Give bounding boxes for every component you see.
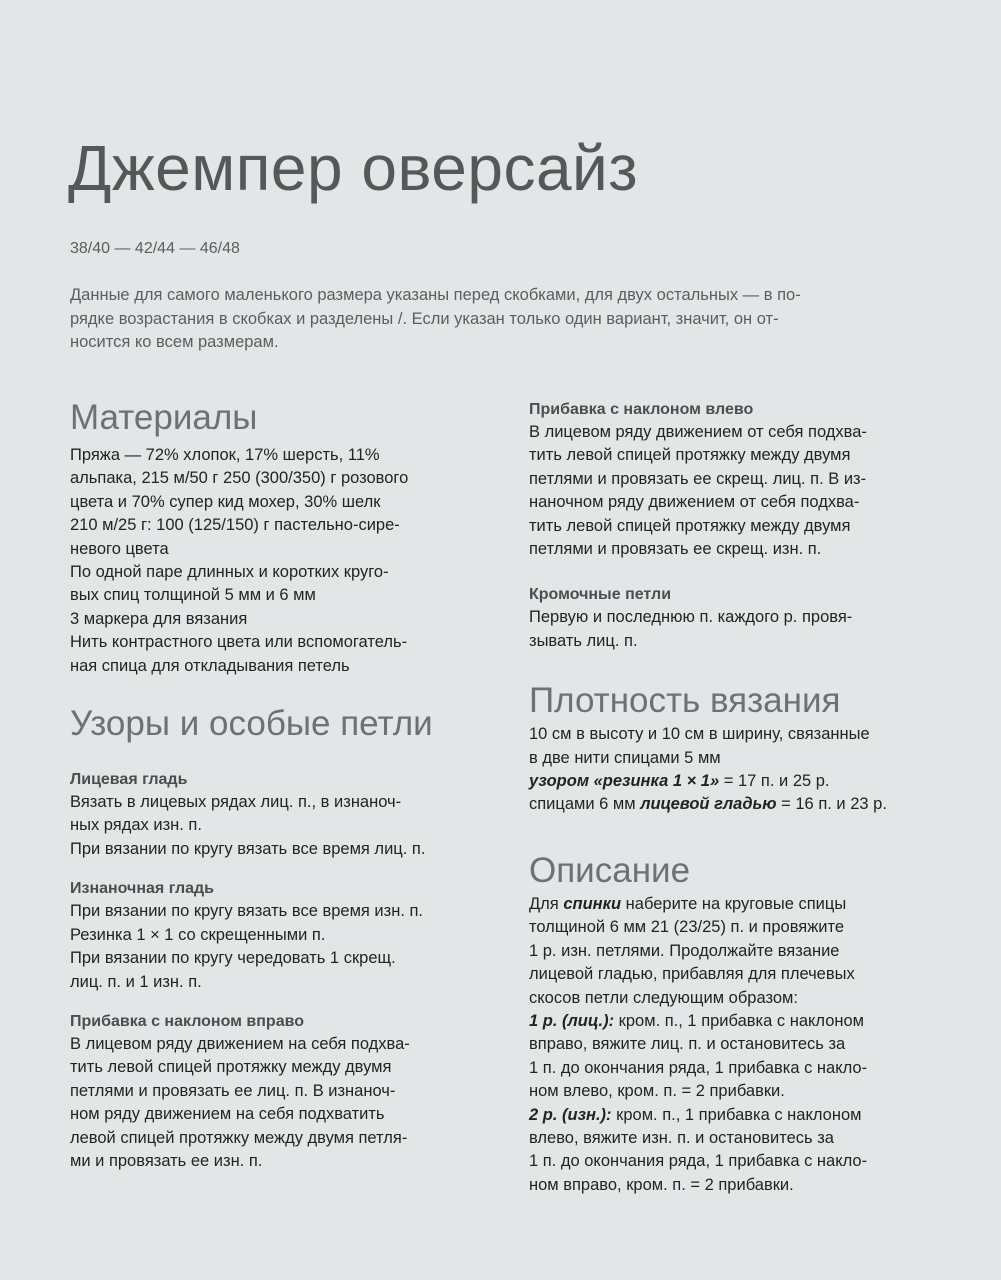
materials-line: ная спица для откладывания петель bbox=[70, 656, 350, 675]
stockinette-title: Лицевая гладь bbox=[70, 771, 188, 789]
materials-line: цвета и 70% супер кид мохер, 30% шелк bbox=[70, 492, 381, 511]
text-line: В лицевом ряду движением от себя подхва- bbox=[529, 423, 867, 441]
materials-line: вых спиц толщиной 5 мм и 6 мм bbox=[70, 586, 316, 605]
inc-left-title: Прибавка с наклоном влево bbox=[529, 401, 754, 418]
text-line bbox=[529, 1104, 949, 1127]
text-line: скосов петли следующим образом: bbox=[529, 988, 798, 1007]
text-line: левой спицей протяжку между двумя петля- bbox=[70, 1128, 408, 1147]
materials-line: 3 маркера для вязания bbox=[70, 609, 248, 628]
row1-label: 1 р. (лиц.): bbox=[529, 1011, 615, 1030]
inc-right-text bbox=[70, 1033, 500, 1173]
text-line: тить левой спицей протяжку между двумя bbox=[529, 516, 851, 535]
edge-text bbox=[529, 606, 949, 653]
materials-heading: Материалы bbox=[70, 398, 258, 437]
text-line: При вязании по кругу чередовать 1 скрещ. bbox=[70, 949, 396, 968]
text-line: ном ряду движением на себя подхватить bbox=[70, 1105, 385, 1124]
text-line: вправо, вяжите лиц. п. и остановитесь за bbox=[529, 1035, 846, 1054]
page-title: Джемпер оверсайз bbox=[68, 132, 639, 204]
text-fragment: наберите на круговые спицы bbox=[621, 894, 847, 913]
text-fragment: кром. п., 1 прибавка с наклоном bbox=[611, 1105, 862, 1124]
materials-line: Нить контрастного цвета или вспомогатель- bbox=[70, 633, 408, 652]
text-line: петлями и провязать ее скрещ. лиц. п. В из- bbox=[529, 469, 867, 488]
intro-line: носится ко всем размерам. bbox=[70, 333, 279, 351]
materials-line: невого цвета bbox=[70, 539, 169, 558]
text-line: В лицевом ряду движением на себя подхва- bbox=[70, 1034, 410, 1053]
materials-line: Пряжа — 72% хлопок, 17% шерсть, 11% bbox=[70, 446, 380, 464]
text-line: зывать лиц. п. bbox=[529, 631, 638, 650]
text-fragment: кром. п., 1 прибавка с наклоном bbox=[614, 1011, 865, 1030]
stockinette-label: лицевой гладью bbox=[640, 795, 777, 814]
text-line bbox=[529, 770, 949, 793]
rib-pattern-label: узором «резинка 1 × 1» bbox=[529, 772, 720, 791]
reverse-title: Изнаночная гладь bbox=[70, 880, 215, 898]
materials-line: 210 м/25 г: 100 (125/150) г пастельно-сире- bbox=[70, 516, 400, 535]
stockinette-gauge-value: = 16 п. и 23 р. bbox=[776, 795, 887, 814]
description-heading: Описание bbox=[529, 850, 691, 890]
materials-line: По одной паре длинных и коротких круго- bbox=[70, 563, 389, 582]
text-line: Первую и последнюю п. каждого р. провя- bbox=[529, 608, 853, 627]
text-line: Резинка 1 × 1 со скрещенными п. bbox=[70, 925, 326, 944]
back-label: спинки bbox=[563, 894, 622, 913]
text-line bbox=[529, 893, 949, 916]
text-line: в две нити спицами 5 мм bbox=[529, 748, 721, 767]
text-line: Вязать в лицевых рядах лиц. п., в изнаноч- bbox=[70, 793, 402, 812]
materials-line: альпака, 215 м/50 г 250 (300/350) г розового bbox=[70, 469, 409, 488]
text-line: петлями и провязать ее лиц. п. В изнаноч- bbox=[70, 1081, 396, 1100]
inc-left-text bbox=[529, 421, 949, 561]
materials-list bbox=[70, 444, 500, 678]
gauge-heading: Плотность вязания bbox=[529, 681, 841, 721]
right-column bbox=[529, 398, 949, 1197]
text-line: тить левой спицей протяжку между двумя bbox=[70, 1058, 392, 1077]
text-line: толщиной 6 мм 21 (23/25) п. и провяжите bbox=[529, 918, 845, 937]
text-line: 10 см в высоту и 10 см в ширину, связанные bbox=[529, 725, 870, 744]
gauge-text bbox=[529, 723, 949, 817]
text-line bbox=[529, 1010, 949, 1033]
intro-line: Данные для самого маленького размера указаны перед скобками, для двух остальных — в по- bbox=[70, 286, 801, 304]
text-line: тить левой спицей протяжку между двумя bbox=[529, 446, 851, 465]
text-line: ном влево, кром. п. = 2 прибавки. bbox=[529, 1082, 785, 1101]
reverse-text bbox=[70, 900, 500, 994]
stockinette-text bbox=[70, 791, 500, 861]
row2-label: 2 р. (изн.): bbox=[529, 1105, 612, 1124]
text-line: ных рядах изн. п. bbox=[70, 816, 202, 835]
intro-line: рядке возрастания в скобках и разделены /. Если указан только один вариант, значит, он от- bbox=[70, 309, 779, 328]
text-line: лиц. п. и 1 изн. п. bbox=[70, 972, 202, 991]
left-column bbox=[70, 396, 500, 1173]
rib-gauge-value: = 17 п. и 25 р. bbox=[719, 772, 830, 791]
sizes-line: 38/40 — 42/44 — 46/48 bbox=[70, 240, 240, 257]
text-line: При вязании по кругу вязать все время лиц. п. bbox=[70, 839, 426, 858]
text-line: 1 р. изн. петлями. Продолжайте вязание bbox=[529, 941, 840, 960]
description-text bbox=[529, 893, 949, 1197]
text-line bbox=[529, 793, 949, 816]
text-line: 1 п. до окончания ряда, 1 прибавка с накло- bbox=[529, 1058, 868, 1077]
text-line: влево, вяжите изн. п. и остановитесь за bbox=[529, 1128, 834, 1147]
text-line: ном вправо, кром. п. = 2 прибавки. bbox=[529, 1175, 794, 1194]
text-line: 1 п. до окончания ряда, 1 прибавка с накло- bbox=[529, 1152, 868, 1171]
patterns-heading: Узоры и особые петли bbox=[70, 704, 433, 744]
text-line: ми и провязать ее изн. п. bbox=[70, 1151, 263, 1170]
text-line: петлями и провязать ее скрещ. изн. п. bbox=[529, 540, 822, 559]
text-line: При вязании по кругу вязать все время изн. п. bbox=[70, 902, 424, 921]
text-line: лицевой гладью, прибавляя для плечевых bbox=[529, 965, 855, 984]
text-fragment: Для bbox=[529, 894, 564, 913]
inc-right-title: Прибавка с наклоном вправо bbox=[70, 1012, 304, 1030]
text-fragment: спицами 6 мм bbox=[529, 795, 641, 814]
edge-title: Кромочные петли bbox=[529, 586, 672, 604]
text-line: наночном ряду движением от себя подхва- bbox=[529, 493, 860, 512]
intro-paragraph bbox=[70, 284, 950, 355]
